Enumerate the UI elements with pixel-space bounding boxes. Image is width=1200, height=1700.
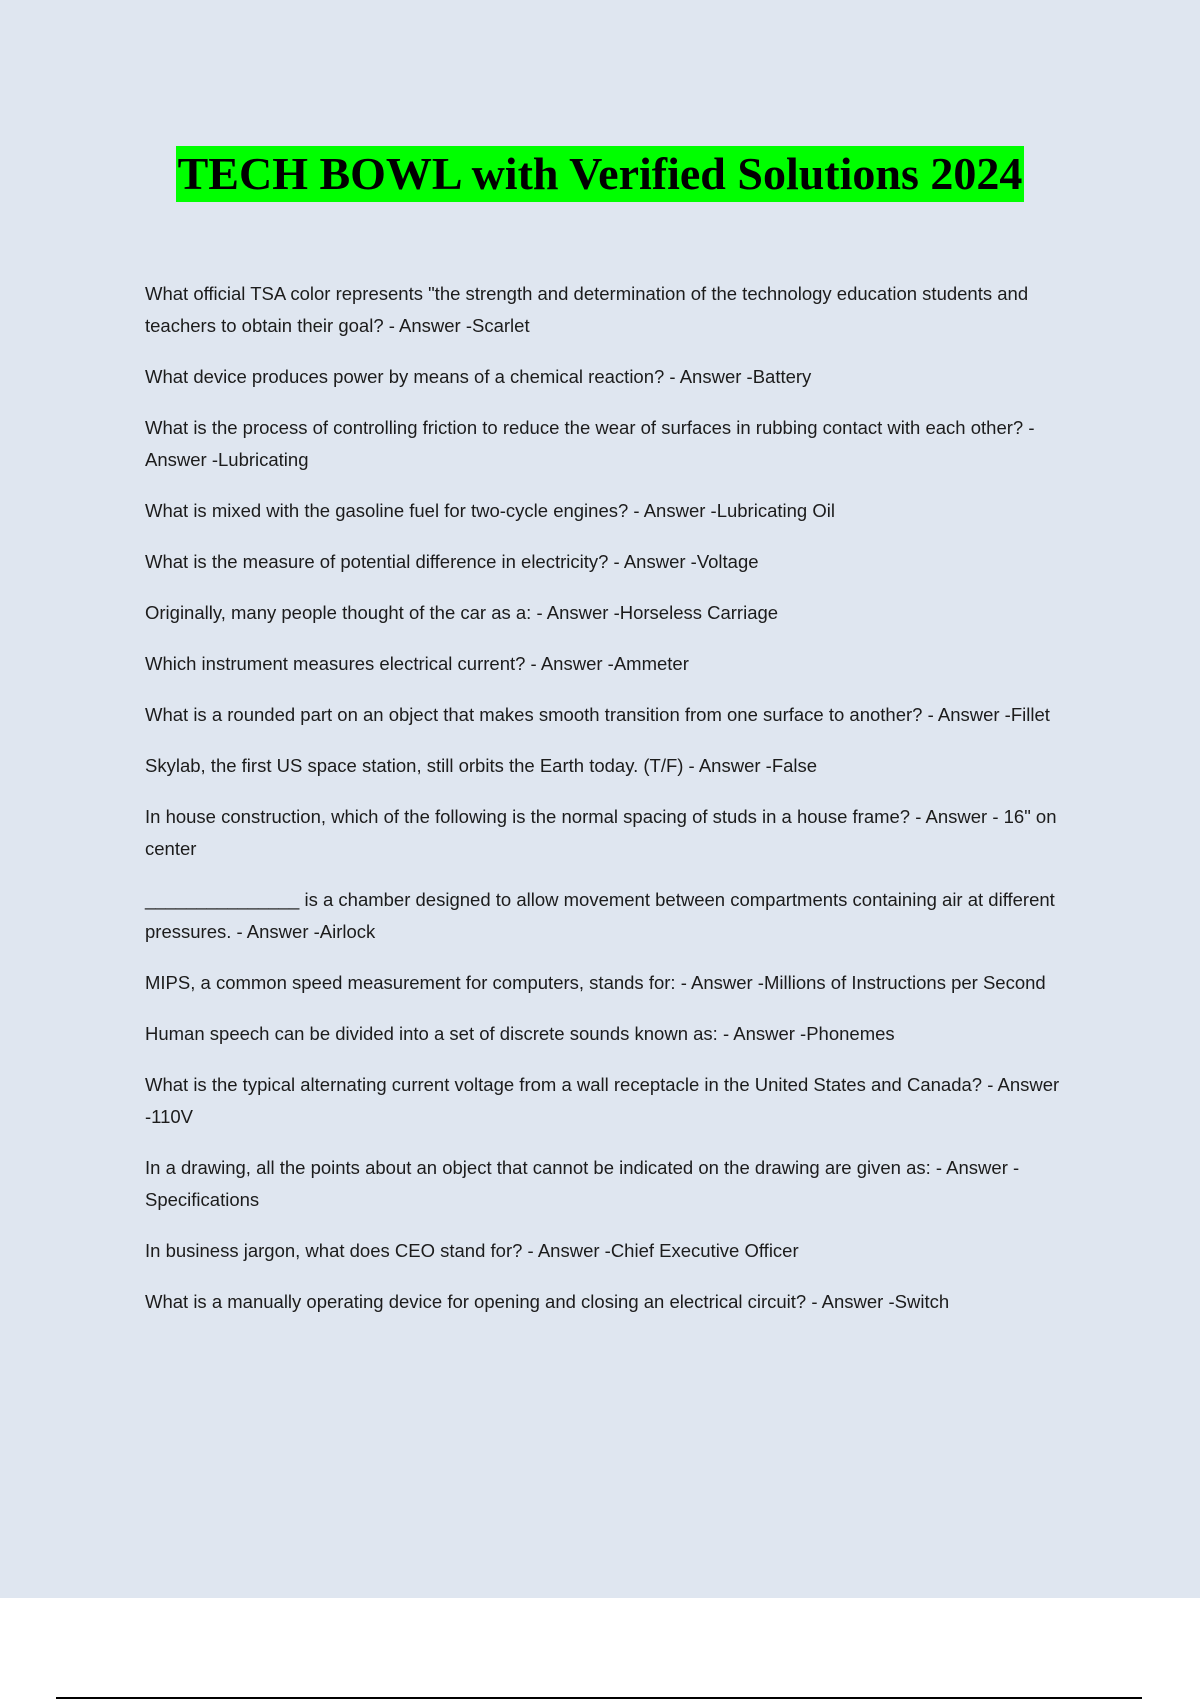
qa-item: In business jargon, what does CEO stand for? - Answer -Chief Executive Officer: [145, 1240, 799, 1261]
qa-item: What is a rounded part on an object that makes smooth transition from one surface to another? - Answer -Fillet: [145, 704, 1050, 725]
qa-item: Skylab, the first US space station, still orbits the Earth today. (T/F) - Answer -False: [145, 755, 818, 776]
document-title: TECH BOWL with Verified Solutions 2024: [176, 146, 1025, 202]
qa-item: What device produces power by means of a chemical reaction? - Answer -Battery: [145, 366, 812, 387]
qa-item: In house construction, which of the following is the normal spacing of studs in a house frame? - Answer - 16" on center: [145, 806, 1057, 859]
qa-item: What is mixed with the gasoline fuel for two-cycle engines? - Answer -Lubricating Oil: [145, 500, 835, 521]
qa-item: What official TSA color represents "the strength and determination of the technology education students and teachers to obtain their goal? - Answer -Scarlet: [145, 283, 1029, 336]
question-answer-list: [145, 278, 1095, 1337]
footer-divider: [56, 1697, 1142, 1699]
title-container: [0, 146, 1200, 202]
qa-item: What is a manually operating device for opening and closing an electrical circuit? - Answer -Switch: [145, 1291, 950, 1312]
qa-item: MIPS, a common speed measurement for computers, stands for: - Answer -Millions of Instructions per Second: [145, 972, 1046, 993]
qa-item: Which instrument measures electrical current? - Answer -Ammeter: [145, 653, 689, 674]
qa-item: In a drawing, all the points about an object that cannot be indicated on the drawing are given as: - Answer -Specifications: [145, 1157, 1020, 1210]
qa-item: What is the measure of potential difference in electricity? - Answer -Voltage: [145, 551, 759, 572]
qa-item: Human speech can be divided into a set of discrete sounds known as: - Answer -Phonemes: [145, 1023, 895, 1044]
qa-item: Originally, many people thought of the car as a: - Answer -Horseless Carriage: [145, 602, 779, 623]
qa-item: _______________ is a chamber designed to allow movement between compartments containing air at different pressures. - Answer -Airlock: [145, 889, 1055, 942]
qa-item: What is the process of controlling friction to reduce the wear of surfaces in rubbing contact with each other? - Answer -Lubricating: [145, 417, 1035, 470]
qa-item: What is the typical alternating current voltage from a wall receptacle in the United States and Canada? - Answer -110V: [145, 1074, 1060, 1127]
